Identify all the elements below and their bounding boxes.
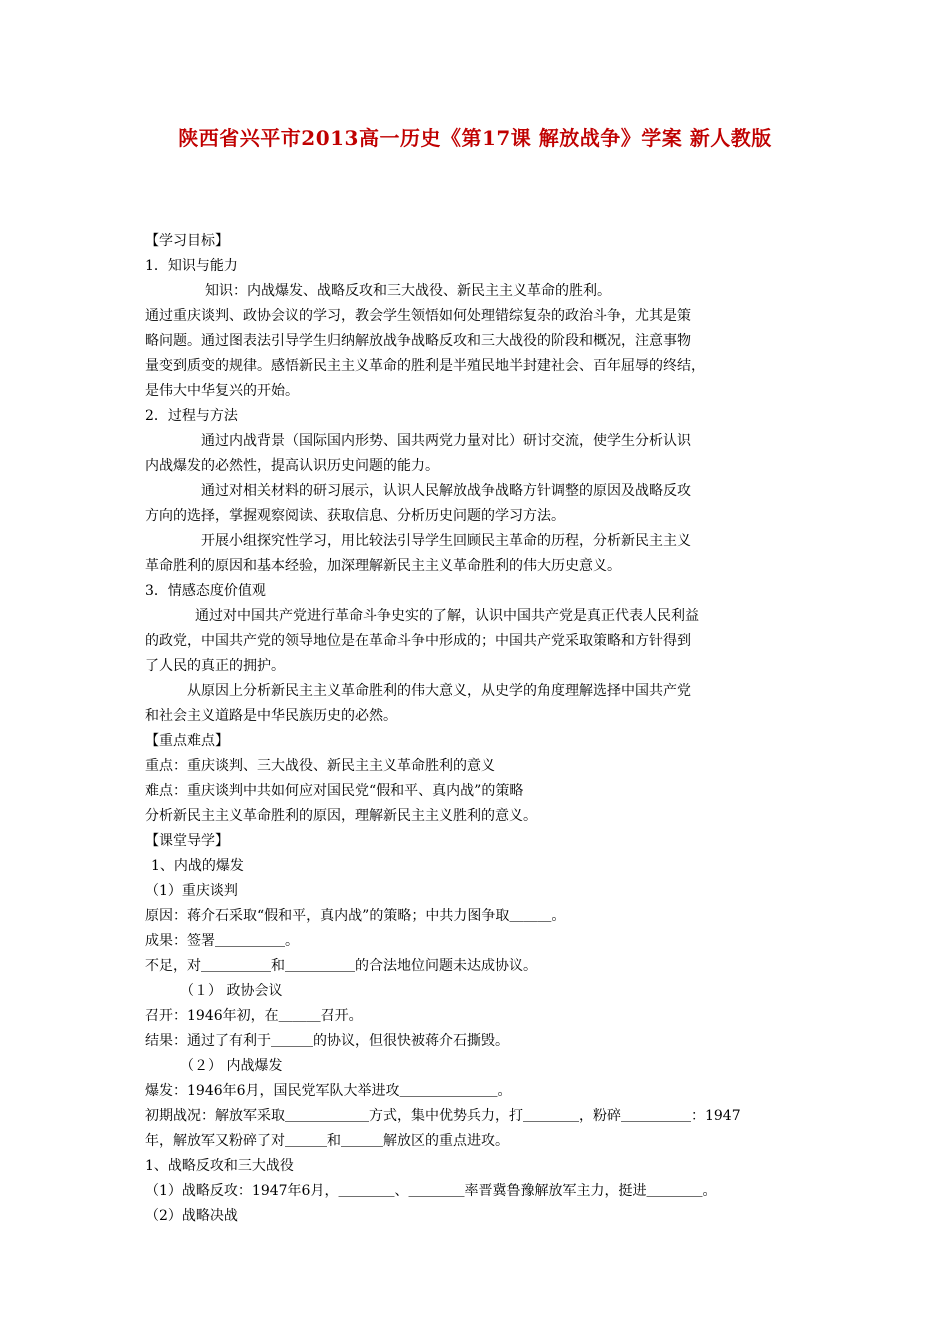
paragraph-line: 是伟大中华复兴的开始。 bbox=[145, 383, 299, 399]
paragraph-line: 开展小组探究性学习，用比较法引导学生回顾民主革命的历程，分析新民主主义 bbox=[201, 533, 691, 549]
paragraph-line: 重点：重庆谈判、三大战役、新民主主义革命胜利的意义 bbox=[145, 758, 495, 774]
fill-in-line: 不足，对＿＿＿＿＿和＿＿＿＿＿的合法地位问题未达成协议。 bbox=[145, 958, 537, 974]
paragraph-line: 和社会主义道路是中华民族历史的必然。 bbox=[145, 708, 397, 724]
paragraph-line: 的政党，中国共产党的领导地位是在革命斗争中形成的；中国共产党采取策略和方针得到 bbox=[145, 633, 691, 649]
paragraph-line: 通过重庆谈判、政协会议的学习，教会学生领悟如何处理错综复杂的政治斗争，尤其是策 bbox=[145, 308, 691, 324]
subsection-heading: 2．过程与方法 bbox=[145, 408, 238, 424]
paragraph-line: 通过内战背景（国际国内形势、国共两党力量对比）研讨交流，使学生分析认识 bbox=[201, 433, 691, 449]
paragraph-line: 知识：内战爆发、战略反攻和三大战役、新民主主义革命的胜利。 bbox=[205, 283, 611, 299]
paragraph-line: 内战爆发的必然性，提高认识历史问题的能力。 bbox=[145, 458, 439, 474]
fill-in-line: 成果：签署＿＿＿＿＿。 bbox=[145, 933, 299, 949]
section-heading: 【课堂导学】 bbox=[145, 833, 229, 849]
paragraph-line: 略问题。通过图表法引导学生归纳解放战争战略反攻和三大战役的阶段和概况，注意事物 bbox=[145, 333, 691, 349]
paragraph-line: 难点：重庆谈判中共如何应对国民党“假和平、真内战”的策略 bbox=[145, 783, 524, 799]
subsection-heading: 3．情感态度价值观 bbox=[145, 583, 266, 599]
paragraph-line: 从原因上分析新民主主义革命胜利的伟大意义，从史学的角度理解选择中国共产党 bbox=[187, 683, 691, 699]
paragraph-line: 了人民的真正的拥护。 bbox=[145, 658, 285, 674]
subsection-heading: （2）战略决战 bbox=[145, 1208, 238, 1224]
subsection-heading: （1）重庆谈判 bbox=[145, 883, 238, 899]
fill-in-line: 原因：蒋介石采取“假和平，真内战”的策略；中共力图争取＿＿＿。 bbox=[145, 908, 566, 924]
paragraph-line: 分析新民主主义革命胜利的原因，理解新民主主义胜利的意义。 bbox=[145, 808, 537, 824]
document-title: 陕西省兴平市2013高一历史《第17课 解放战争》学案 新人教版 bbox=[178, 126, 772, 150]
fill-in-line: 年，解放军又粉碎了对＿＿＿和＿＿＿解放区的重点进攻。 bbox=[145, 1133, 509, 1149]
subsection-heading: 1、战略反攻和三大战役 bbox=[145, 1158, 294, 1174]
fill-in-line: 初期战况：解放军采取＿＿＿＿＿＿方式，集中优势兵力，打＿＿＿＿，粉碎＿＿＿＿＿：1947 bbox=[145, 1108, 741, 1124]
paragraph-line: 革命胜利的原因和基本经验，加深理解新民主主义革命胜利的伟大历史意义。 bbox=[145, 558, 621, 574]
section-heading: 【重点难点】 bbox=[145, 733, 229, 749]
subsection-heading: 1、内战的爆发 bbox=[151, 858, 244, 874]
fill-in-line: （1）战略反攻：1947年6月，＿＿＿＿、＿＿＿＿率晋冀鲁豫解放军主力，挺进＿＿＿＿。 bbox=[145, 1183, 717, 1199]
section-heading: 【学习目标】 bbox=[145, 233, 229, 249]
subsection-heading: 1．知识与能力 bbox=[145, 258, 238, 274]
fill-in-line: 爆发：1946年6月，国民党军队大举进攻＿＿＿＿＿＿＿。 bbox=[145, 1083, 512, 1099]
paragraph-line: 量变到质变的规律。感悟新民主主义革命的胜利是半殖民地半封建社会、百年屈辱的终结， bbox=[145, 358, 705, 374]
subsection-heading: （２） 内战爆发 bbox=[180, 1058, 283, 1074]
document-body bbox=[145, 229, 805, 1229]
paragraph-line: 通过对相关材料的研习展示，认识人民解放战争战略方针调整的原因及战略反攻 bbox=[201, 483, 691, 499]
paragraph-line: 通过对中国共产党进行革命斗争史实的了解，认识中国共产党是真正代表人民利益 bbox=[195, 608, 699, 624]
fill-in-line: 召开：1946年初，在＿＿＿召开。 bbox=[145, 1008, 363, 1024]
paragraph-line: 方向的选择，掌握观察阅读、获取信息、分析历史问题的学习方法。 bbox=[145, 508, 565, 524]
fill-in-line: 结果：通过了有利于＿＿＿的协议，但很快被蒋介石撕毁。 bbox=[145, 1033, 509, 1049]
subsection-heading: （１） 政协会议 bbox=[180, 983, 283, 999]
